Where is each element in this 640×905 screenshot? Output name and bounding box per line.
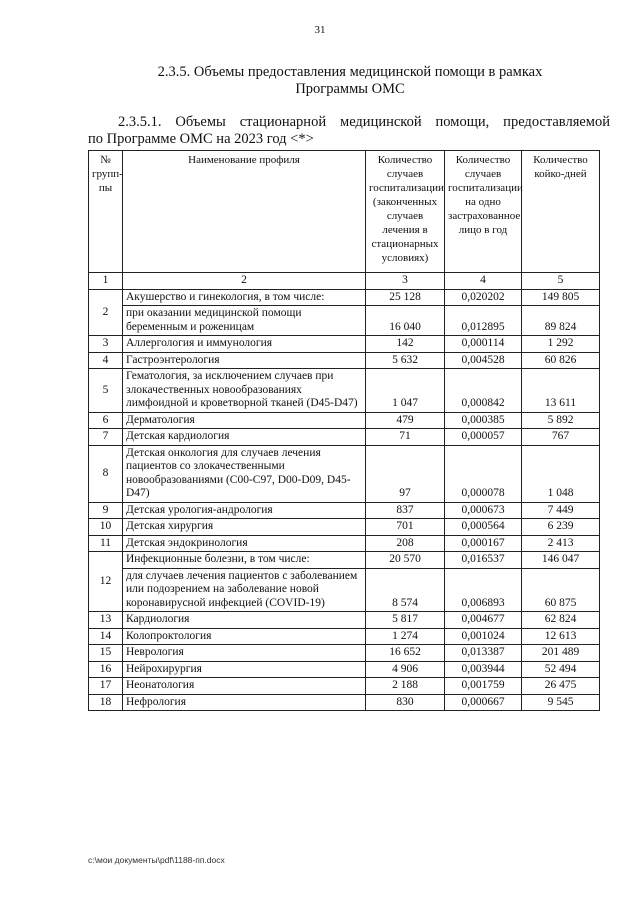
- cases-cell: 1 047: [366, 369, 445, 413]
- profile-name-cell: Инфекционные болезни, в том числе:: [123, 552, 366, 569]
- group-number-cell: 5: [89, 369, 123, 413]
- bed-days-cell: 2 413: [522, 535, 600, 552]
- table-row: [89, 568, 600, 612]
- table-row: [89, 612, 600, 629]
- table-body: [89, 289, 600, 711]
- bed-days-cell: 62 824: [522, 612, 600, 629]
- per-person-cell: 0,020202: [445, 289, 522, 306]
- per-person-cell: 0,004677: [445, 612, 522, 629]
- profile-name-cell: Аллергология и иммунология: [123, 336, 366, 353]
- profile-name-cell: Детская урология-андрология: [123, 502, 366, 519]
- per-person-cell: 0,000667: [445, 694, 522, 711]
- bed-days-cell: 52 494: [522, 661, 600, 678]
- cases-cell: 701: [366, 519, 445, 536]
- subsection-heading: [88, 114, 610, 148]
- table-row: [89, 552, 600, 569]
- cases-cell: 4 906: [366, 661, 445, 678]
- per-person-cell: 0,004528: [445, 352, 522, 369]
- table-header-row: [89, 151, 600, 273]
- col-number: 3: [366, 273, 445, 290]
- per-person-cell: 0,003944: [445, 661, 522, 678]
- per-person-cell: 0,012895: [445, 306, 522, 336]
- bed-days-cell: 5 892: [522, 412, 600, 429]
- bed-days-cell: 149 805: [522, 289, 600, 306]
- per-person-cell: 0,000114: [445, 336, 522, 353]
- page-number: 31: [314, 24, 326, 36]
- per-person-cell: 0,000673: [445, 502, 522, 519]
- profile-name-cell: Нефрология: [123, 694, 366, 711]
- table-row: [89, 694, 600, 711]
- section-heading: [0, 64, 640, 98]
- group-number-cell: 16: [89, 661, 123, 678]
- col-header-profile: Наименование профиля: [123, 151, 366, 273]
- bed-days-cell: 201 489: [522, 645, 600, 662]
- per-person-cell: 0,016537: [445, 552, 522, 569]
- table-row: [89, 678, 600, 695]
- bed-days-cell: 60 826: [522, 352, 600, 369]
- profile-name-cell: Колопроктология: [123, 628, 366, 645]
- cases-cell: 5 817: [366, 612, 445, 629]
- table-row: [89, 336, 600, 353]
- cases-cell: 16 040: [366, 306, 445, 336]
- cases-cell: 8 574: [366, 568, 445, 612]
- cases-cell: 142: [366, 336, 445, 353]
- per-person-cell: 0,006893: [445, 568, 522, 612]
- bed-days-cell: 89 824: [522, 306, 600, 336]
- table-row: [89, 502, 600, 519]
- per-person-cell: 0,000842: [445, 369, 522, 413]
- cases-cell: 97: [366, 445, 445, 502]
- per-person-cell: 0,000078: [445, 445, 522, 502]
- profile-name-cell: Неврология: [123, 645, 366, 662]
- col-number: 4: [445, 273, 522, 290]
- per-person-cell: 0,000057: [445, 429, 522, 446]
- table-row: [89, 289, 600, 306]
- group-number-cell: 4: [89, 352, 123, 369]
- group-number-cell: 15: [89, 645, 123, 662]
- profile-name-cell: Неонатология: [123, 678, 366, 695]
- cases-cell: 2 188: [366, 678, 445, 695]
- volumes-table: [88, 150, 600, 711]
- column-number-row: [89, 273, 600, 290]
- group-number-cell: 3: [89, 336, 123, 353]
- per-person-cell: 0,001024: [445, 628, 522, 645]
- group-number-cell: 13: [89, 612, 123, 629]
- bed-days-cell: 146 047: [522, 552, 600, 569]
- cases-cell: 71: [366, 429, 445, 446]
- bed-days-cell: 1 292: [522, 336, 600, 353]
- group-number-cell: 9: [89, 502, 123, 519]
- table-row: [89, 628, 600, 645]
- cases-cell: 479: [366, 412, 445, 429]
- profile-name-cell: Кардиология: [123, 612, 366, 629]
- group-number-cell: 18: [89, 694, 123, 711]
- section-heading-line2: Программы ОМС: [295, 81, 405, 97]
- per-person-cell: 0,001759: [445, 678, 522, 695]
- col-number: 1: [89, 273, 123, 290]
- profile-name-cell: для случаев лечения пациентов с заболеванием или подозрением на заболевание новой коронавирусной инфекцией (COVID-19): [123, 568, 366, 612]
- table-row: [89, 369, 600, 413]
- bed-days-cell: 13 611: [522, 369, 600, 413]
- col-header-bed-days: Количество койко-дней: [522, 151, 600, 273]
- cases-cell: 208: [366, 535, 445, 552]
- cases-cell: 830: [366, 694, 445, 711]
- cases-cell: 837: [366, 502, 445, 519]
- table-row: [89, 519, 600, 536]
- per-person-cell: 0,000167: [445, 535, 522, 552]
- group-number-cell: 6: [89, 412, 123, 429]
- table-row: [89, 352, 600, 369]
- bed-days-cell: 1 048: [522, 445, 600, 502]
- bed-days-cell: 26 475: [522, 678, 600, 695]
- table-row: [89, 535, 600, 552]
- bed-days-cell: 767: [522, 429, 600, 446]
- group-number-cell: 8: [89, 445, 123, 502]
- profile-name-cell: Нейрохирургия: [123, 661, 366, 678]
- col-number: 5: [522, 273, 600, 290]
- profile-name-cell: при оказании медицинской помощи беременным и роженицам: [123, 306, 366, 336]
- bed-days-cell: 60 875: [522, 568, 600, 612]
- table-row: [89, 429, 600, 446]
- col-header-per-person: Количество случаев госпитализации на одно застрахованное лицо в год: [445, 151, 522, 273]
- bed-days-cell: 12 613: [522, 628, 600, 645]
- group-number-cell: 2: [89, 289, 123, 336]
- group-number-cell: 10: [89, 519, 123, 536]
- cases-cell: 20 570: [366, 552, 445, 569]
- profile-name-cell: Акушерство и гинекология, в том числе:: [123, 289, 366, 306]
- table-row: [89, 661, 600, 678]
- per-person-cell: 0,013387: [445, 645, 522, 662]
- section-heading-line1: 2.3.5. Объемы предоставления медицинской помощи в рамках: [157, 64, 543, 80]
- per-person-cell: 0,000385: [445, 412, 522, 429]
- profile-name-cell: Гематология, за исключением случаев при злокачественных новообразованиях лимфоидной и кроветворной тканей (D45-D47): [123, 369, 366, 413]
- cases-cell: 25 128: [366, 289, 445, 306]
- col-header-cases: Количество случаев госпитализации (законченных случаев лечения в стационарных условиях): [366, 151, 445, 273]
- profile-name-cell: Детская онкология для случаев лечения пациентов со злокачественными новообразованиями (C00-C97, D00-D09, D45-D47): [123, 445, 366, 502]
- group-number-cell: 12: [89, 552, 123, 612]
- cases-cell: 16 652: [366, 645, 445, 662]
- bed-days-cell: 9 545: [522, 694, 600, 711]
- profile-name-cell: Детская эндокринология: [123, 535, 366, 552]
- subsection-heading-line2: по Программе ОМС на 2023 год <*>: [88, 131, 314, 147]
- bed-days-cell: 7 449: [522, 502, 600, 519]
- col-number: 2: [123, 273, 366, 290]
- cases-cell: 5 632: [366, 352, 445, 369]
- group-number-cell: 17: [89, 678, 123, 695]
- cases-cell: 1 274: [366, 628, 445, 645]
- profile-name-cell: Гастроэнтерология: [123, 352, 366, 369]
- profile-name-cell: Дерматология: [123, 412, 366, 429]
- table-row: [89, 412, 600, 429]
- per-person-cell: 0,000564: [445, 519, 522, 536]
- profile-name-cell: Детская кардиология: [123, 429, 366, 446]
- table-row: [89, 645, 600, 662]
- bed-days-cell: 6 239: [522, 519, 600, 536]
- group-number-cell: 14: [89, 628, 123, 645]
- col-header-group: № групп-пы: [89, 151, 123, 273]
- group-number-cell: 11: [89, 535, 123, 552]
- profile-name-cell: Детская хирургия: [123, 519, 366, 536]
- group-number-cell: 7: [89, 429, 123, 446]
- table-row: [89, 306, 600, 336]
- file-path-footer: c:\мои документы\pdf\1188-пп.docx: [88, 855, 225, 865]
- subsection-heading-line1: 2.3.5.1. Объемы стационарной медицинской помощи, предоставляемой: [118, 114, 610, 130]
- table-row: [89, 445, 600, 502]
